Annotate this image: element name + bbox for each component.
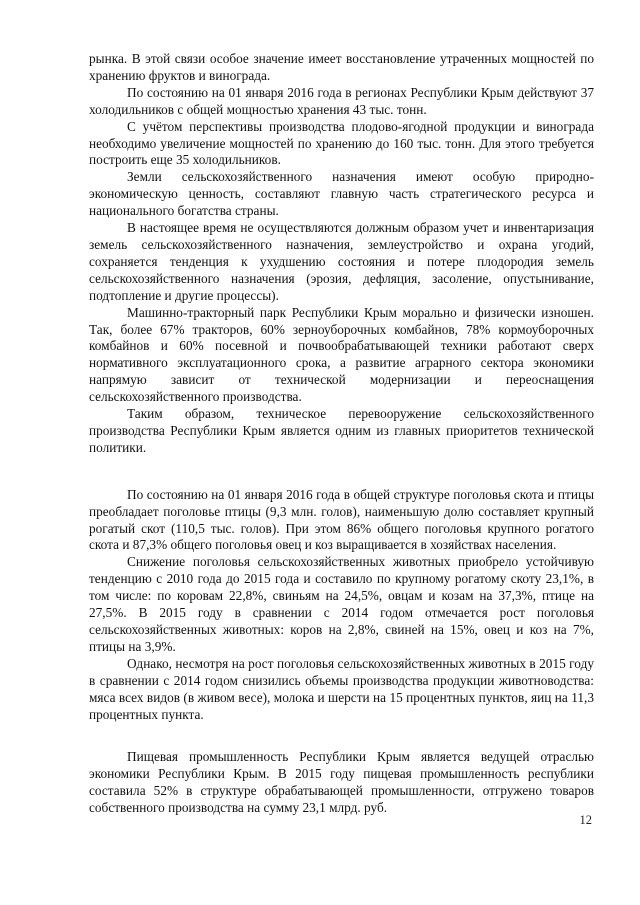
paragraph-cold-storage-count: По состоянию на 01 января 2016 года в регионах Республики Крым действуют 37 холодильников с общей мощностью хранения 43 тыс. тонн. <box>89 84 594 117</box>
paragraph-production-decline: Однако, несмотря на рост поголовья сельскохозяйственных животных в 2015 году в сравнении с 2014 годом снизились объемы производства продукции животноводства: мяса всех видов (в живом весе), молока и шерсти на 15 процентных пунктов, яиц на 11,3 процентных пункта. <box>89 655 594 722</box>
paragraph-agricultural-land: Земли сельскохозяйственного назначения имеют особую природно-экономическую ценность, составляют главную часть стратегического ресурса и национального богатства страны. <box>89 169 594 219</box>
page-number: 12 <box>579 813 592 827</box>
body-text <box>89 51 594 817</box>
paragraph-land-inventory: В настоящее время не осуществляются должным образом учет и инвентаризация земель сельскохозяйственного назначения, землеустройство и охрана угодий, сохраняется тенденция к ухудшению состояния и потере плодородия земель сельскохозяйственного назначения (эрозия, дефляция, засоление, опустынивание, подтопление и другие процессы). <box>89 220 594 303</box>
paragraph-technical-rearmament: Таким образом, техническое перевооружение сельскохозяйственного производства Республики Крым является одним из главных приоритетов технической политики. <box>89 406 594 455</box>
paragraph-machinery-fleet: Машинно-тракторный парк Республики Крым морально и физически изношен. Так, более 67% тракторов, 60% зерноуборочных комбайнов, 78% кормоуборочных комбайнов и 60% посевной и почвообрабатывающей техники работают сверх нормативного эксплуатационного срока, а развитие аграрного сектора экономики напрямую зависит от технической модернизации и переоснащения сельскохозяйственного производства. <box>89 304 594 405</box>
paragraph-livestock-structure: По состоянию на 01 января 2016 года в общей структуре поголовья скота и птицы преобладает поголовье птицы (9,3 млн. голов), наименьшую долю составляет крупный рогатый скот (110,5 тыс. голов). При этом 86% общего поголовья крупного рогатого скота и 87,3% общего поголовья овец и коз выращивается в хозяйствах населения. <box>89 486 594 553</box>
paragraph-storage-capacity: С учётом перспективы производства плодово-ягодной продукции и винограда необходимо увеличение мощностей по хранению до 160 тыс. тонн. Для этого требуется построить еще 35 холодильников. <box>89 118 594 168</box>
paragraph-food-industry: Пищевая промышленность Республики Крым является ведущей отраслью экономики Республики Крым. В 2015 году пищевая промышленность республики составила 52% в структуре обрабатывающей промышленности, отгружено товаров собственного производства на сумму 23,1 млрд. руб. <box>89 749 594 816</box>
paragraph-livestock-decline: Снижение поголовья сельскохозяйственных животных приобрело устойчивую тенденцию с 2010 года до 2015 года и составило по крупному рогатому скоту 23,1%, в том числе: по коровам 22,8%, свиньям на 24,5%, овцам и козам на 37,3%, птице на 27,5%. В 2015 году в сравнении с 2014 годом отмечается рост поголовья сельскохозяйственных животных: коров на 2,8%, свиней на 15%, овец и коз на 7%, птицы на 3,9%. <box>89 554 594 654</box>
paragraph-continuation: рынка. В этой связи особое значение имеет восстановление утраченных мощностей по хранению фруктов и винограда. <box>89 51 594 83</box>
